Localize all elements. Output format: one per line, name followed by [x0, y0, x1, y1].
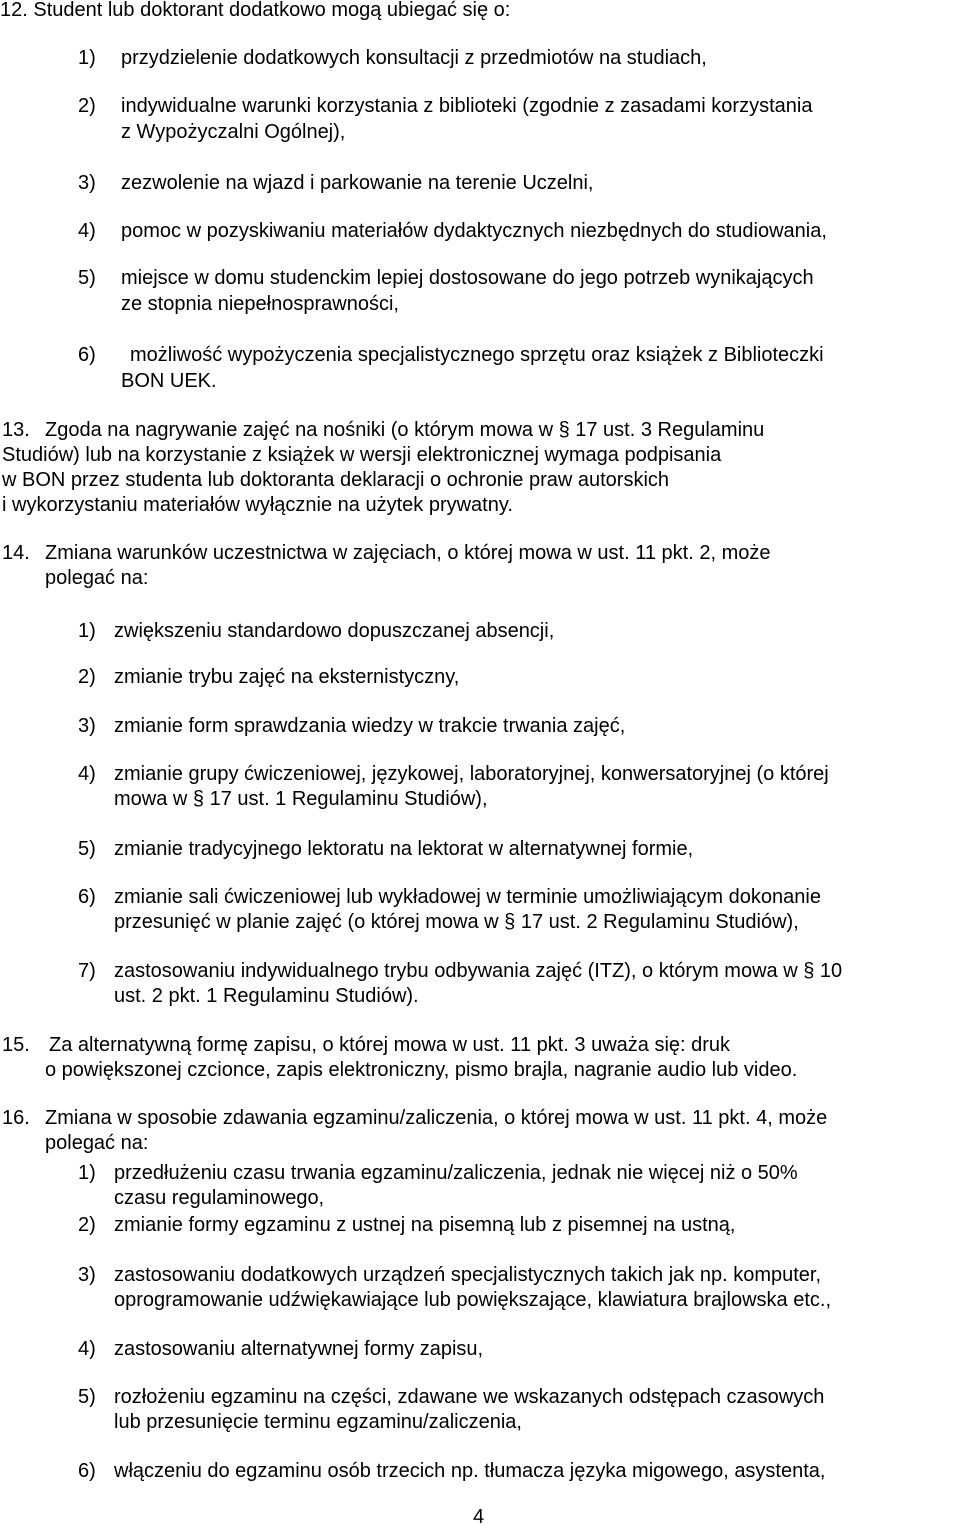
- section-13-line-2: Studiów) lub na korzystanie z książek w wersji elektronicznej wymaga podpisania: [2, 444, 722, 466]
- section-14-number: 14.: [2, 542, 30, 564]
- section-12-item-2-line-2: z Wypożyczalni Ogólnej),: [121, 121, 346, 143]
- section-16-item-6-number: 6): [78, 1460, 96, 1482]
- section-14-item-7-line-2: ust. 2 pkt. 1 Regulaminu Studiów).: [114, 985, 419, 1007]
- section-16-item-1-number: 1): [78, 1162, 96, 1184]
- section-16-item-5-line-2: lub przesunięcie terminu egzaminu/zaliczenia,: [114, 1411, 522, 1433]
- section-16-item-4-number: 4): [78, 1338, 96, 1360]
- section-14-item-6-line-1: zmianie sali ćwiczeniowej lub wykładowej w terminie umożliwiającym dokonanie: [114, 886, 821, 908]
- section-15-line-1: Za alternatywną formę zapisu, o której mowa w ust. 11 pkt. 3 uważa się: druk: [49, 1034, 731, 1056]
- section-14-item-1-text: zwiększeniu standardowo dopuszczanej absencji,: [114, 620, 555, 642]
- section-12-item-6-line-1: możliwość wypożyczenia specjalistycznego sprzętu oraz książek z Biblioteczki: [130, 344, 824, 366]
- section-16-item-2-text: zmianie formy egzaminu z ustnej na pisemną lub z pisemnej na ustną,: [114, 1214, 736, 1236]
- section-12-item-2-line-1: indywidualne warunki korzystania z biblioteki (zgodnie z zasadami korzystania: [121, 95, 813, 117]
- section-13-number: 13.: [2, 419, 30, 441]
- section-14-item-7-number: 7): [78, 960, 96, 982]
- section-16-item-6-text: włączeniu do egzaminu osób trzecich np. tłumacza języka migowego, asystenta,: [114, 1460, 826, 1482]
- section-16-line-1: Zmiana w sposobie zdawania egzaminu/zaliczenia, o której mowa w ust. 11 pkt. 4, może: [45, 1107, 828, 1129]
- section-14-line-1: Zmiana warunków uczestnictwa w zajęciach, o której mowa w ust. 11 pkt. 2, może: [45, 542, 771, 564]
- section-16-item-3-line-1: zastosowaniu dodatkowych urządzeń specjalistycznych takich jak np. komputer,: [114, 1264, 822, 1286]
- section-15-number: 15.: [2, 1034, 30, 1056]
- section-15-line-2: o powiększonej czcionce, zapis elektroniczny, pismo brajla, nagranie audio lub video.: [45, 1059, 798, 1081]
- section-14-item-5-number: 5): [78, 838, 96, 860]
- section-16-line-2: polegać na:: [45, 1132, 149, 1154]
- section-14-item-1-number: 1): [78, 620, 96, 642]
- section-14-item-2-number: 2): [78, 666, 96, 688]
- section-13-line-3: w BON przez studenta lub doktoranta deklaracji o ochronie praw autorskich: [2, 469, 670, 491]
- section-14-item-3-number: 3): [78, 715, 96, 737]
- section-12-item-3-text: zezwolenie na wjazd i parkowanie na terenie Uczelni,: [121, 172, 594, 194]
- section-14-item-2-text: zmianie trybu zajęć na eksternistyczny,: [114, 666, 460, 688]
- section-13-line-4: i wykorzystaniu materiałów wyłącznie na użytek prywatny.: [2, 494, 513, 516]
- section-16-item-1-line-1: przedłużeniu czasu trwania egzaminu/zaliczenia, jednak nie więcej niż o 50%: [114, 1162, 798, 1184]
- section-14-item-6-number: 6): [78, 886, 96, 908]
- section-12-item-6-number: 6): [78, 344, 96, 366]
- section-14-item-4-line-1: zmianie grupy ćwiczeniowej, językowej, laboratoryjnej, konwersatoryjnej (o której: [114, 763, 829, 785]
- section-12-item-5-line-2: ze stopnia niepełnosprawności,: [121, 293, 399, 315]
- section-16-item-3-number: 3): [78, 1264, 96, 1286]
- section-16-item-3-line-2: oprogramowanie udźwiękawiające lub powiększające, klawiatura brajlowska etc.,: [114, 1289, 832, 1311]
- section-12-heading: 12. Student lub doktorant dodatkowo mogą ubiegać się o:: [0, 0, 511, 21]
- section-14-item-4-number: 4): [78, 763, 96, 785]
- section-14-item-3-text: zmianie form sprawdzania wiedzy w trakcie trwania zajęć,: [114, 715, 626, 737]
- section-16-item-5-line-1: rozłożeniu egzaminu na części, zdawane we wskazanych odstępach czasowych: [114, 1386, 825, 1408]
- section-14-item-4-line-2: mowa w § 17 ust. 1 Regulaminu Studiów),: [114, 788, 488, 810]
- section-16-item-1-line-2: czasu regulaminowego,: [114, 1187, 325, 1209]
- page-number: 4: [473, 1506, 485, 1528]
- section-12-item-1-text: przydzielenie dodatkowych konsultacji z przedmiotów na studiach,: [121, 47, 707, 69]
- section-16-item-4-text: zastosowaniu alternatywnej formy zapisu,: [114, 1338, 484, 1360]
- section-14-item-5-text: zmianie tradycyjnego lektoratu na lektorat w alternatywnej formie,: [114, 838, 694, 860]
- section-12-item-5-number: 5): [78, 267, 96, 289]
- section-12-item-4-number: 4): [78, 220, 96, 242]
- section-16-item-5-number: 5): [78, 1386, 96, 1408]
- section-12-item-3-number: 3): [78, 172, 96, 194]
- section-14-item-6-line-2: przesunięć w planie zajęć (o której mowa w § 17 ust. 2 Regulaminu Studiów),: [114, 911, 799, 933]
- section-14-line-2: polegać na:: [45, 567, 149, 589]
- section-16-item-2-number: 2): [78, 1214, 96, 1236]
- section-12-item-2-number: 2): [78, 95, 96, 117]
- section-12-item-4-text: pomoc w pozyskiwaniu materiałów dydaktycznych niezbędnych do studiowania,: [121, 220, 827, 242]
- section-12-item-6-line-2: BON UEK.: [121, 370, 217, 392]
- section-14-item-7-line-1: zastosowaniu indywidualnego trybu odbywania zajęć (ITZ), o którym mowa w § 10: [114, 960, 843, 982]
- section-16-number: 16.: [2, 1107, 30, 1129]
- section-12-item-1-number: 1): [78, 47, 96, 69]
- section-12-item-5-line-1: miejsce w domu studenckim lepiej dostosowane do jego potrzeb wynikających: [121, 267, 814, 289]
- section-13-line-1: Zgoda na nagrywanie zajęć na nośniki (o którym mowa w § 17 ust. 3 Regulaminu: [45, 419, 765, 441]
